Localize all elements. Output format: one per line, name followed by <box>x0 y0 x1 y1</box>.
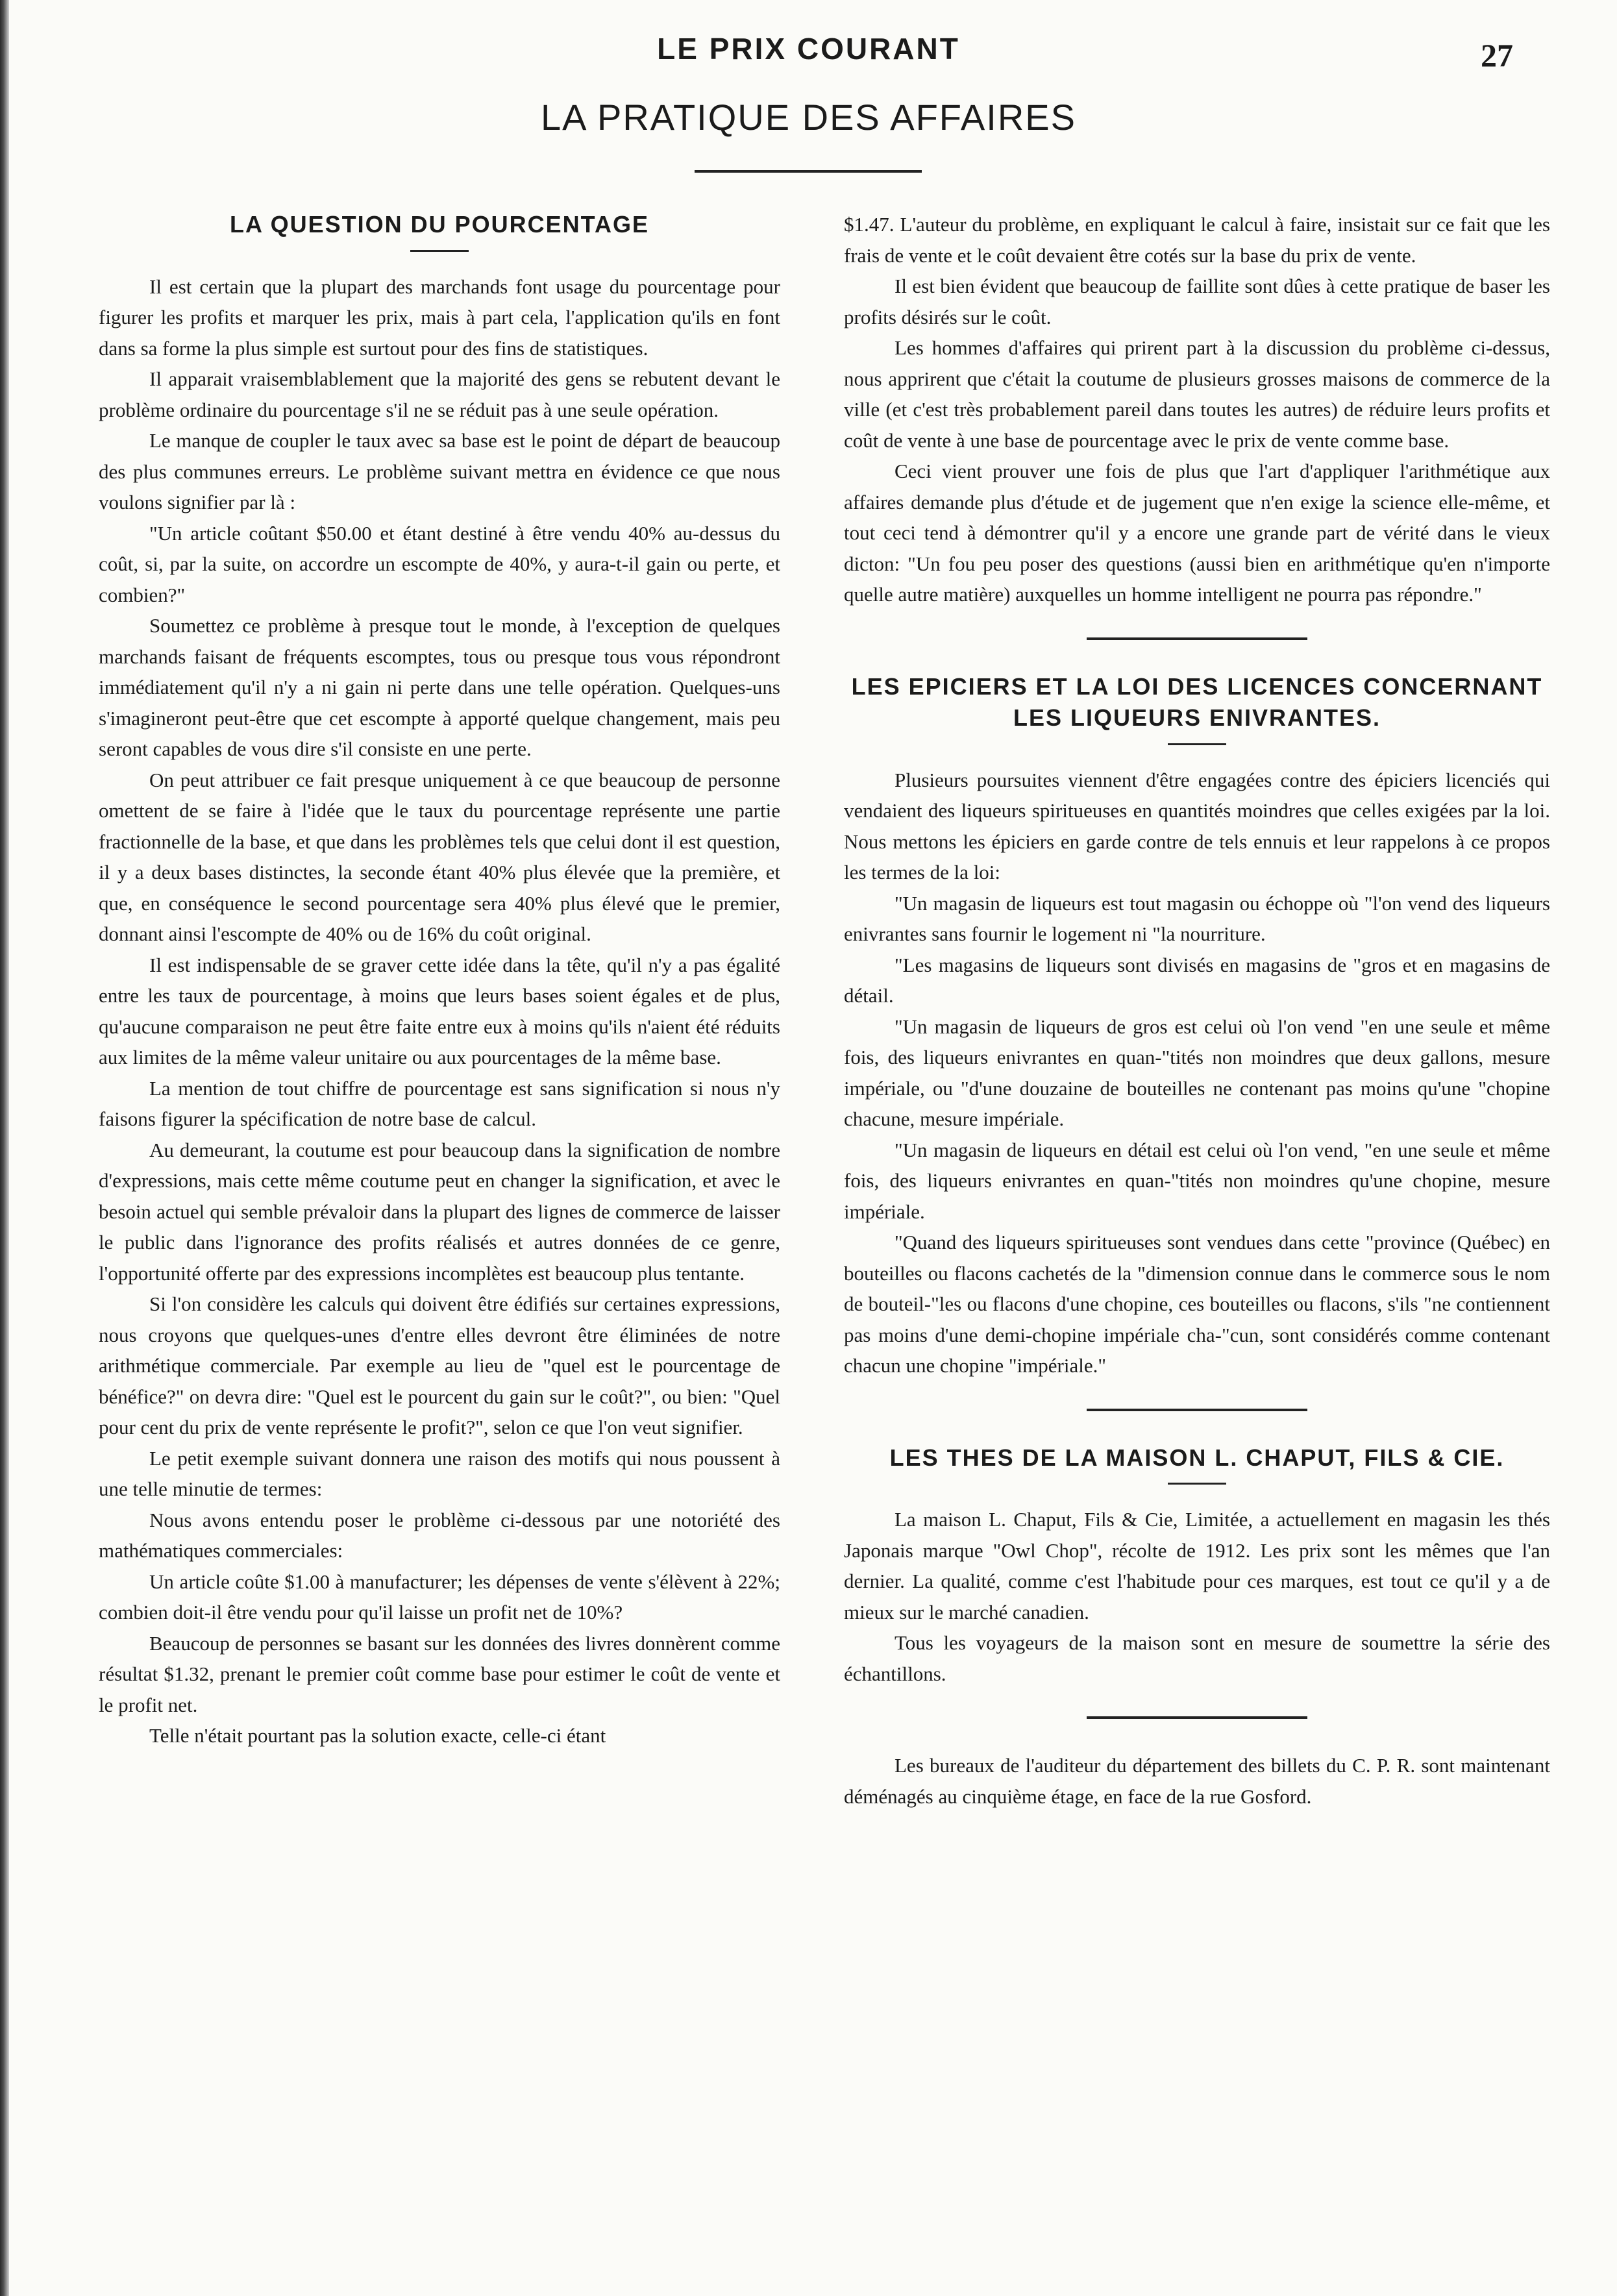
law-quote: "Un magasin de liqueurs de gros est celui où l'on vend "en une seule et même fois, des liqueurs enivrantes en quan-"tités non moindres que deux gallons, mesure impériale, ou "d'une douzaine de bouteilles ne contenant pas moins qu'une "chopine chacune, mesure impériale. <box>844 1015 1550 1131</box>
paragraph: Un article coûte $1.00 à manufacturer; les dépenses de vente s'élèvent à 22%; combien doit-il être vendu pour qu'il laisse un profit net de 10%? <box>99 1570 780 1624</box>
paragraph: Ceci vient prouver une fois de plus que l'art d'appliquer l'arithmétique aux affaires demande plus d'étude et de jugement que n'en exige la science elle-même, et tout ceci tend à démontrer qu'il y a encore une grande part de vérité dans le vieux dicton: "Un fou peu poser des questions (aussi bien en arithmétique qu'en n'importe quelle autre matière) auxquelles un homme intelligent ne pourra pas répondre." <box>844 460 1550 606</box>
law-quote: "Un magasin de liqueurs est tout magasin ou échoppe où "l'on vend des liqueurs enivrantes sans fournir le logement ni "la nourriture. <box>844 891 1550 946</box>
paragraph: Nous avons entendu poser le problème ci-dessous par une notoriété des mathématiques commerciales: <box>99 1508 780 1562</box>
heading-rule <box>410 250 469 252</box>
page-number: 27 <box>1481 37 1513 73</box>
paragraph: On peut attribuer ce fait presque uniquement à ce que beaucoup de personne omettent de se faire à l'idée que le taux du pourcentage représente une partie fractionnelle de la base, et que dans les problèmes tels que celui dont il est question, il y a deux bases distinctes, la seconde étant 40% plus élevée que la première, et que, en conséquence le second pourcentage sera 40% plus élevé que le premier, donnant ainsi l'escompte de 40% ou de 16% du coût original. <box>99 768 780 946</box>
paragraph: Tous les voyageurs de la maison sont en mesure de soumettre la série des échantillons. <box>844 1631 1550 1685</box>
paragraph: Plusieurs poursuites viennent d'être engagées contre des épiciers licenciés qui vendaient des liqueurs spiritueuses en quantités moindres que celles exigées par la loi. Nous mettons les épiciers en garde contre de tels ennuis et leur rappelons à ce propos les termes de la loi: <box>844 768 1550 884</box>
section-rule <box>1087 637 1307 640</box>
law-quote: "Les magasins de liqueurs sont divisés en magasins de "gros et en magasins de détail. <box>844 953 1550 1007</box>
paragraph: Il est indispensable de se graver cette idée dans la tête, qu'il n'y a pas égalité entre les taux de pourcentage, à moins que leurs bases soient égales et de plus, qu'aucune comparaison ne peut être faite entre eux à moins qu'ils n'aient été réduits aux limites de la même valeur unitaire ou aux pourcentages de la même base. <box>99 953 780 1069</box>
section-rule <box>1087 1409 1307 1411</box>
notice-paragraph: Les bureaux de l'auditeur du département des billets du C. P. R. sont maintenant déménagés au cinquième étage, en face de la rue Gosford. <box>844 1754 1550 1808</box>
law-quote: "Un magasin de liqueurs en détail est celui où l'on vend, "en une seule et même fois, des liqueurs enivrantes en quan-"tités non moindres qu'une chopine, mesure impériale. <box>844 1138 1550 1223</box>
paragraph: Il est certain que la plupart des marchands font usage du pourcentage pour figurer les profits et marquer les prix, mais à part cela, l'application qu'ils en font dans sa forme la plus simple est surtout pour des fins de statistiques. <box>99 275 780 360</box>
scan-edge <box>0 0 9 2296</box>
running-head: LE PRIX COURANT <box>657 32 960 66</box>
article-heading-licences: LES EPICIERS ET LA LOI DES LICENCES CONCERNANT LES LIQUEURS ENIVRANTES. <box>851 673 1543 732</box>
paragraph: Il est bien évident que beaucoup de faillite sont dûes à cette pratique de baser les profits désirés sur le coût. <box>844 275 1550 328</box>
heading-rule <box>1168 1483 1226 1485</box>
paragraph: Si l'on considère les calculs qui doivent être édifiés sur certaines expressions, nous croyons que quelques-unes d'entre elles devront être éliminées de notre arithmétique commerciale. Par exemple au lieu de "quel est le pourcentage de bénéfice?" on devra dire: "Quel est le pourcent du gain sur le coût?", ou bien: "Quel pour cent du prix de vente représente le profit?", selon ce que l'on veut signifier. <box>99 1292 780 1439</box>
article-heading-thes: LES THES DE LA MAISON L. CHAPUT, FILS & CIE. <box>889 1444 1505 1471</box>
paragraph-continued: $1.47. L'auteur du problème, en expliquant le calcul à faire, insistait sur ce fait que les frais de vente et le coût devaient être cotés sur la base du prix de vente. <box>844 213 1550 267</box>
paragraph-quote: "Un article coûtant $50.00 et étant destiné à être vendu 40% au-dessus du coût, si, par la suite, on accordre un escompte de 40%, y aura-t-il gain ou perte, et combien?" <box>99 521 780 606</box>
heading-rule <box>1168 743 1226 745</box>
article-heading-pourcentage: LA QUESTION DU POURCENTAGE <box>229 211 650 238</box>
paragraph: Beaucoup de personnes se basant sur les données des livres donnèrent comme résultat $1.32, prenant le premier coût comme base pour estimer le coût de vente et le profit net. <box>99 1631 780 1716</box>
paragraph: Le manque de coupler le taux avec sa base est le point de départ de beaucoup des plus communes erreurs. Le problème suivant mettra en évidence ce que nous voulons signifier par là : <box>99 429 780 514</box>
left-column <box>99 209 780 1751</box>
paragraph: Le petit exemple suivant donnera une raison des motifs qui nous poussent à une telle minutie de termes: <box>99 1446 780 1501</box>
law-quote: "Quand des liqueurs spiritueuses sont vendues dans cette "province (Québec) en bouteilles ou flacons cachetés de la "dimension connue dans le commerce sous le nom de bouteil-"les ou flacons d'une chopine, ces bouteilles ou flacons, s'ils "ne contiennent pas moins d'une demi-chopine impériale cha-"cun, sont considérés comme contenant chacun une chopine "impériale." <box>844 1231 1550 1377</box>
right-column <box>844 209 1550 1812</box>
section-rule <box>1087 1716 1307 1719</box>
page-title: LA PRATIQUE DES AFFAIRES <box>541 97 1076 138</box>
paragraph: La mention de tout chiffre de pourcentage est sans signification si nous n'y faisons figurer la spécification de notre base de calcul. <box>99 1076 780 1131</box>
paragraph: Il apparait vraisemblablement que la majorité des gens se rebutent devant le problème ordinaire du pourcentage s'il ne se réduit pas à une seule opération. <box>99 367 780 421</box>
paragraph: La maison L. Chaput, Fils & Cie, Limitée, a actuellement en magasin les thés Japonais marque "Owl Chop", récolte de 1912. Les prix sont les mêmes que l'an dernier. La qualité, comme c'est l'habitude pour ces marques, est tout ce qu'il y a de mieux sur le marché canadien. <box>844 1508 1550 1623</box>
paragraph: Au demeurant, la coutume est pour beaucoup dans la signification de nombre d'expressions, mais cette même coutume peut en changer la signification, et avec le besoin actuel qui semble prévaloir dans la plupart des lignes de commerce de laisser le public dans l'ignorance des profits réalisés et autres données de ce genre, l'opportunité offerte par des expressions incomplètes est beaucoup plus tentante. <box>99 1138 780 1285</box>
title-rule <box>695 170 922 173</box>
paragraph: Les hommes d'affaires qui prirent part à la discussion du problème ci-dessus, nous apprirent que c'était la coutume de plusieurs grosses maisons de commerce de la ville (et c'est très probablement pareil dans toutes les autres) de réduire leurs profits et coût de vente à une base de pourcentage avec le prix de vente comme base. <box>844 336 1550 452</box>
paragraph: Telle n'était pourtant pas la solution exacte, celle-ci étant <box>149 1724 606 1747</box>
paragraph: Soumettez ce problème à presque tout le monde, à l'exception de quelques marchands faisant de fréquents escomptes, tous ou presque tous vous répondront immédiatement qu'il n'y a ni gain ni perte dans une telle opération. Quelques-uns s'imagineront peut-être que cet escompte à apporté quelque changement, mais peu seront capables de vous dire s'il consiste en une perte. <box>99 614 780 761</box>
